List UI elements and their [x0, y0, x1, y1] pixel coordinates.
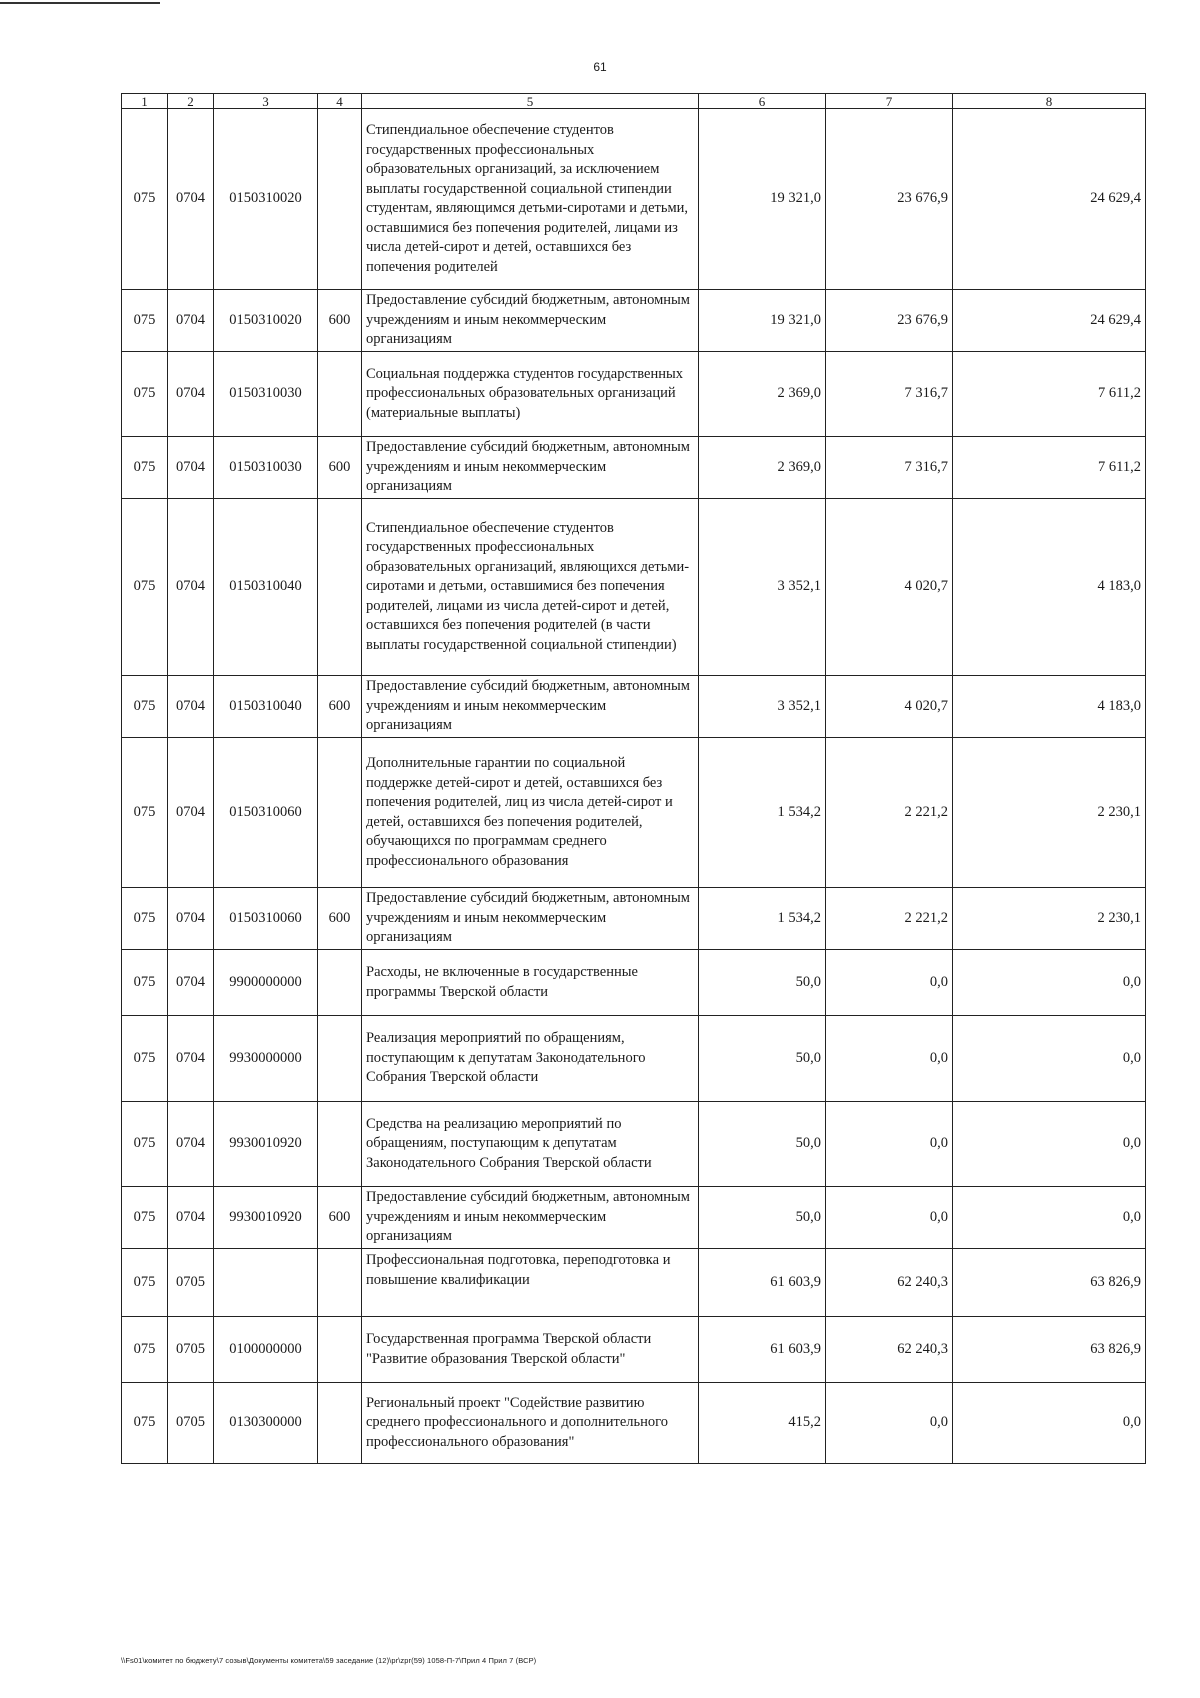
table-row — [122, 352, 1146, 437]
cell-amount-6: 50,0 — [699, 1102, 826, 1187]
cell-description: Дополнительные гарантии по социальной поддержке детей-сирот и детей, оставшихся без попечения родителей, лиц из числа детей-сирот и детей, оставшихся без попечения родителей, обучающихся по программам среднего профессионального образования — [362, 738, 699, 888]
cell-amount-6: 1 534,2 — [699, 888, 826, 950]
cell-section-code: 0704 — [168, 1016, 214, 1102]
cell-target-code: 0150310030 — [214, 437, 318, 499]
cell-target-code: 9930010920 — [214, 1102, 318, 1187]
cell-description: Расходы, не включенные в государственные программы Тверской области — [362, 950, 699, 1016]
cell-description: Профессиональная подготовка, переподготовка и повышение квалификации — [362, 1249, 699, 1317]
cell-amount-6: 2 369,0 — [699, 437, 826, 499]
top-left-rule — [0, 2, 160, 4]
table-row — [122, 950, 1146, 1016]
header-row — [122, 94, 1146, 109]
cell-description: Предоставление субсидий бюджетным, автономным учреждениям и иным некоммерческим организациям — [362, 676, 699, 738]
cell-section-code: 0704 — [168, 499, 214, 676]
cell-expense-type — [318, 352, 362, 437]
cell-admin-code: 075 — [122, 676, 168, 738]
table-row — [122, 290, 1146, 352]
cell-expense-type — [318, 1383, 362, 1464]
cell-amount-8: 0,0 — [953, 1383, 1146, 1464]
cell-expense-type — [318, 1102, 362, 1187]
cell-target-code: 0150310030 — [214, 352, 318, 437]
cell-amount-6: 19 321,0 — [699, 109, 826, 290]
cell-description: Государственная программа Тверской области "Развитие образования Тверской области" — [362, 1317, 699, 1383]
cell-section-code: 0704 — [168, 1187, 214, 1249]
cell-target-code: 0150310060 — [214, 888, 318, 950]
cell-target-code: 0150310020 — [214, 109, 318, 290]
cell-amount-8: 0,0 — [953, 1016, 1146, 1102]
cell-amount-6: 3 352,1 — [699, 499, 826, 676]
cell-expense-type: 600 — [318, 1187, 362, 1249]
cell-target-code: 0130300000 — [214, 1383, 318, 1464]
cell-description: Социальная поддержка студентов государственных профессиональных образовательных организаций (материальные выплаты) — [362, 352, 699, 437]
cell-amount-7: 23 676,9 — [826, 109, 953, 290]
table-row — [122, 1187, 1146, 1249]
column-header-8: 8 — [953, 94, 1146, 109]
cell-target-code — [214, 1249, 318, 1317]
cell-amount-7: 4 020,7 — [826, 676, 953, 738]
cell-section-code: 0705 — [168, 1317, 214, 1383]
cell-admin-code: 075 — [122, 1317, 168, 1383]
cell-target-code: 0150310060 — [214, 738, 318, 888]
cell-expense-type — [318, 109, 362, 290]
cell-amount-6: 50,0 — [699, 1016, 826, 1102]
cell-amount-7: 62 240,3 — [826, 1317, 953, 1383]
cell-admin-code: 075 — [122, 950, 168, 1016]
cell-section-code: 0704 — [168, 676, 214, 738]
cell-section-code: 0705 — [168, 1383, 214, 1464]
cell-admin-code: 075 — [122, 499, 168, 676]
cell-section-code: 0704 — [168, 1102, 214, 1187]
cell-amount-7: 7 316,7 — [826, 352, 953, 437]
cell-target-code: 9930010920 — [214, 1187, 318, 1249]
cell-amount-6: 19 321,0 — [699, 290, 826, 352]
cell-section-code: 0704 — [168, 888, 214, 950]
cell-amount-7: 2 221,2 — [826, 738, 953, 888]
cell-description: Предоставление субсидий бюджетным, автономным учреждениям и иным некоммерческим организациям — [362, 888, 699, 950]
cell-amount-7: 62 240,3 — [826, 1249, 953, 1317]
cell-admin-code: 075 — [122, 738, 168, 888]
cell-target-code: 0150310040 — [214, 499, 318, 676]
cell-section-code: 0705 — [168, 1249, 214, 1317]
cell-amount-8: 24 629,4 — [953, 290, 1146, 352]
cell-amount-7: 7 316,7 — [826, 437, 953, 499]
cell-section-code: 0704 — [168, 352, 214, 437]
cell-amount-7: 4 020,7 — [826, 499, 953, 676]
budget-table — [121, 93, 1146, 1464]
cell-description: Предоставление субсидий бюджетным, автономным учреждениям и иным некоммерческим организациям — [362, 1187, 699, 1249]
cell-amount-8: 0,0 — [953, 1187, 1146, 1249]
cell-amount-8: 4 183,0 — [953, 676, 1146, 738]
footer-file-path: \\Fs01\комитет по бюджету\7 созыв\Документы комитета\59 заседание (12)\pr\zpr(59) 1058-П-7\Прил 4 Прил 7 (ВСР) — [121, 1656, 537, 1665]
cell-section-code: 0704 — [168, 290, 214, 352]
table-row — [122, 1249, 1146, 1317]
cell-amount-8: 63 826,9 — [953, 1249, 1146, 1317]
cell-expense-type: 600 — [318, 290, 362, 352]
cell-target-code: 0150310040 — [214, 676, 318, 738]
table-row — [122, 738, 1146, 888]
cell-expense-type — [318, 1317, 362, 1383]
table-row — [122, 1383, 1146, 1464]
cell-amount-8: 7 611,2 — [953, 352, 1146, 437]
cell-amount-6: 61 603,9 — [699, 1249, 826, 1317]
cell-section-code: 0704 — [168, 950, 214, 1016]
cell-amount-7: 0,0 — [826, 1383, 953, 1464]
cell-amount-7: 0,0 — [826, 1102, 953, 1187]
cell-expense-type — [318, 950, 362, 1016]
cell-amount-8: 63 826,9 — [953, 1317, 1146, 1383]
column-header-1: 1 — [122, 94, 168, 109]
cell-admin-code: 075 — [122, 352, 168, 437]
cell-description: Стипендиальное обеспечение студентов государственных профессиональных образовательных организаций, за исключением выплаты государственной социальной стипендии студентам, являющимся детьми-сиротами и детьми, оставшимися без попечения родителей, лицами из числа детей-сирот и детей, оставшихся без попечения родителей — [362, 109, 699, 290]
cell-admin-code: 075 — [122, 1016, 168, 1102]
cell-description: Реализация мероприятий по обращениям, поступающим к депутатам Законодательного Собрания Тверской области — [362, 1016, 699, 1102]
cell-amount-7: 23 676,9 — [826, 290, 953, 352]
table-row — [122, 499, 1146, 676]
cell-amount-6: 1 534,2 — [699, 738, 826, 888]
column-header-3: 3 — [214, 94, 318, 109]
cell-amount-7: 2 221,2 — [826, 888, 953, 950]
cell-amount-6: 415,2 — [699, 1383, 826, 1464]
table-row — [122, 109, 1146, 290]
cell-target-code: 0100000000 — [214, 1317, 318, 1383]
cell-amount-8: 24 629,4 — [953, 109, 1146, 290]
cell-target-code: 9900000000 — [214, 950, 318, 1016]
table-row — [122, 1102, 1146, 1187]
table-row — [122, 676, 1146, 738]
column-header-2: 2 — [168, 94, 214, 109]
cell-amount-8: 2 230,1 — [953, 738, 1146, 888]
table-row — [122, 1016, 1146, 1102]
cell-amount-6: 61 603,9 — [699, 1317, 826, 1383]
cell-expense-type: 600 — [318, 888, 362, 950]
table-row — [122, 437, 1146, 499]
cell-amount-6: 2 369,0 — [699, 352, 826, 437]
cell-amount-7: 0,0 — [826, 1187, 953, 1249]
table-row — [122, 1317, 1146, 1383]
cell-description: Региональный проект "Содействие развитию среднего профессионального и дополнительного профессионального образования" — [362, 1383, 699, 1464]
cell-amount-6: 50,0 — [699, 1187, 826, 1249]
cell-target-code: 0150310020 — [214, 290, 318, 352]
cell-amount-8: 2 230,1 — [953, 888, 1146, 950]
cell-admin-code: 075 — [122, 1383, 168, 1464]
cell-admin-code: 075 — [122, 1102, 168, 1187]
cell-amount-8: 0,0 — [953, 950, 1146, 1016]
cell-expense-type — [318, 738, 362, 888]
cell-amount-7: 0,0 — [826, 950, 953, 1016]
table-row — [122, 888, 1146, 950]
cell-expense-type — [318, 499, 362, 676]
cell-amount-8: 7 611,2 — [953, 437, 1146, 499]
cell-description: Предоставление субсидий бюджетным, автономным учреждениям и иным некоммерческим организациям — [362, 290, 699, 352]
column-header-7: 7 — [826, 94, 953, 109]
cell-amount-6: 50,0 — [699, 950, 826, 1016]
column-header-4: 4 — [318, 94, 362, 109]
cell-description: Стипендиальное обеспечение студентов государственных профессиональных образовательных организаций, являющихся детьми-сиротами и детьми, оставшимися без попечения родителей, лицами из числа детей-сирот и детей, оставшихся без попечения родителей (в части выплаты государственной социальной стипендии) — [362, 499, 699, 676]
cell-section-code: 0704 — [168, 109, 214, 290]
cell-section-code: 0704 — [168, 738, 214, 888]
cell-amount-8: 4 183,0 — [953, 499, 1146, 676]
cell-admin-code: 075 — [122, 437, 168, 499]
cell-admin-code: 075 — [122, 888, 168, 950]
cell-amount-6: 3 352,1 — [699, 676, 826, 738]
cell-expense-type: 600 — [318, 676, 362, 738]
column-header-5: 5 — [362, 94, 699, 109]
cell-target-code: 9930000000 — [214, 1016, 318, 1102]
cell-admin-code: 075 — [122, 1249, 168, 1317]
cell-amount-7: 0,0 — [826, 1016, 953, 1102]
cell-amount-8: 0,0 — [953, 1102, 1146, 1187]
cell-expense-type — [318, 1249, 362, 1317]
cell-admin-code: 075 — [122, 1187, 168, 1249]
cell-description: Предоставление субсидий бюджетным, автономным учреждениям и иным некоммерческим организациям — [362, 437, 699, 499]
column-header-6: 6 — [699, 94, 826, 109]
page-number: 61 — [593, 60, 607, 74]
cell-admin-code: 075 — [122, 109, 168, 290]
cell-description: Средства на реализацию мероприятий по обращениям, поступающим к депутатам Законодательного Собрания Тверской области — [362, 1102, 699, 1187]
cell-admin-code: 075 — [122, 290, 168, 352]
cell-expense-type — [318, 1016, 362, 1102]
cell-expense-type: 600 — [318, 437, 362, 499]
cell-section-code: 0704 — [168, 437, 214, 499]
